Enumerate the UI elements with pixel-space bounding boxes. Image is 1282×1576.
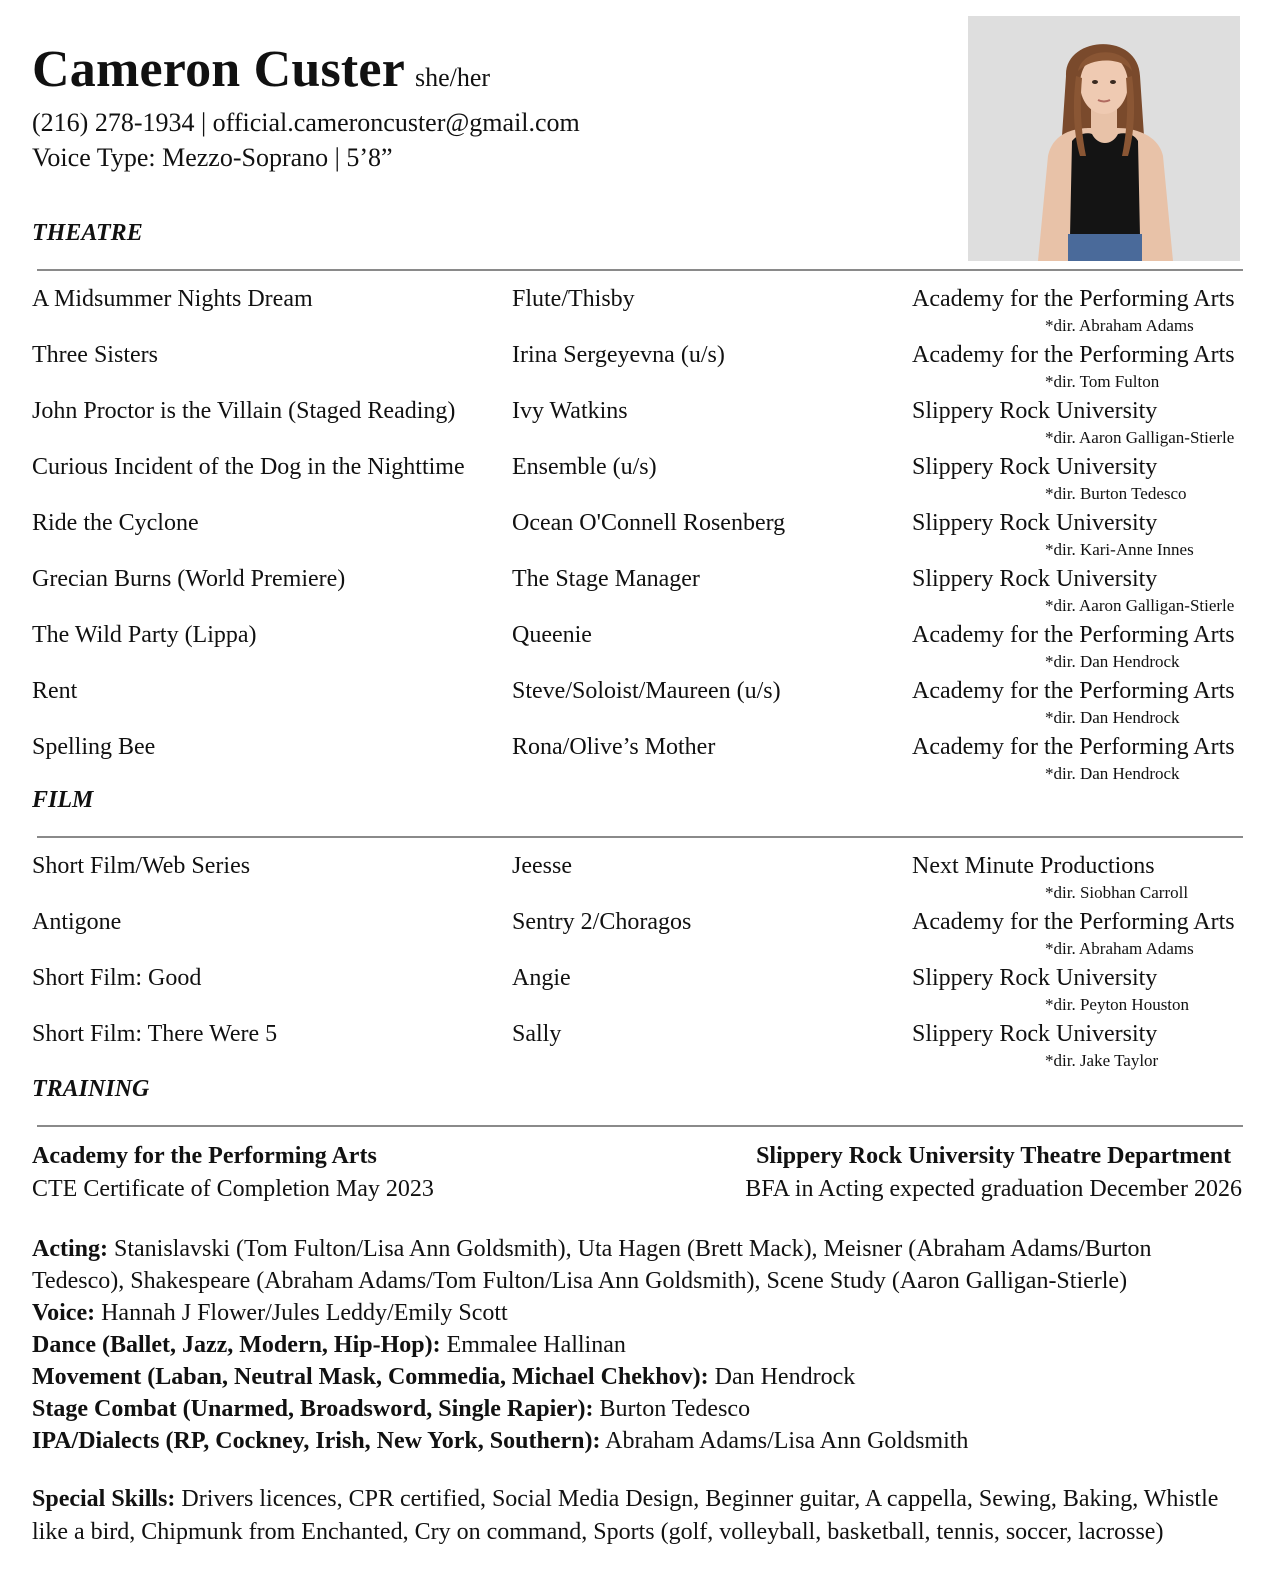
venue-name: Slippery Rock University — [912, 510, 1158, 536]
venue-name: Academy for the Performing Arts — [912, 286, 1235, 312]
director-credit: *dir. Dan Hendrock — [1045, 652, 1180, 671]
voice-type-height: Voice Type: Mezzo-Soprano | 5’8” — [32, 143, 393, 172]
credit-row — [0, 965, 1282, 1021]
venue-name: Slippery Rock University — [912, 398, 1158, 424]
credit-row — [0, 678, 1282, 734]
venue-name: Slippery Rock University — [912, 965, 1158, 991]
role-name: Angie — [512, 965, 571, 991]
credit-row — [0, 286, 1282, 342]
special-skills-label: Special Skills: — [32, 1486, 176, 1512]
director-credit: *dir. Siobhan Carroll — [1045, 883, 1189, 902]
director-credit: *dir. Jake Taylor — [1045, 1051, 1159, 1070]
role-name: The Stage Manager — [512, 566, 700, 592]
credit-row — [0, 853, 1282, 909]
skill-label: Movement (Laban, Neutral Mask, Commedia, Michael Chekhov): — [32, 1364, 709, 1390]
theatre-heading: THEATRE — [32, 220, 143, 246]
director-credit: *dir. Kari-Anne Innes — [1045, 540, 1194, 559]
training-heading: TRAINING — [32, 1076, 150, 1102]
show-title: John Proctor is the Villain (Staged Reading) — [32, 398, 456, 424]
skill-label: IPA/Dialects (RP, Cockney, Irish, New York, Southern): — [32, 1428, 601, 1454]
headshot-photo — [968, 16, 1240, 261]
skill-line — [32, 1361, 1247, 1393]
school-name: Academy for the Performing Arts — [32, 1143, 377, 1169]
role-name: Sentry 2/Choragos — [512, 909, 692, 935]
role-name: Ivy Watkins — [512, 398, 628, 424]
role-name: Jeesse — [512, 853, 572, 879]
training-school-left — [32, 1140, 434, 1206]
show-title: Short Film: There Were 5 — [32, 1021, 278, 1047]
show-title: Short Film: Good — [32, 965, 202, 991]
show-title: Grecian Burns (World Premiere) — [32, 566, 346, 592]
venue-name: Academy for the Performing Arts — [912, 909, 1235, 935]
venue-name: Academy for the Performing Arts — [912, 342, 1235, 368]
show-title: A Midsummer Nights Dream — [32, 286, 313, 312]
credit-row — [0, 342, 1282, 398]
director-credit: *dir. Abraham Adams — [1045, 939, 1194, 958]
actor-name: Cameron Custer — [32, 41, 405, 98]
venue-name: Slippery Rock University — [912, 454, 1158, 480]
pronouns: she/her — [415, 63, 491, 92]
show-title: Curious Incident of the Dog in the Nighttime — [32, 454, 465, 480]
role-name: Flute/Thisby — [512, 286, 635, 312]
theatre-divider — [37, 269, 1243, 271]
venue-name: Next Minute Productions — [912, 853, 1155, 879]
credit-row — [0, 909, 1282, 965]
show-title: Short Film/Web Series — [32, 853, 251, 879]
skill-teachers: Abraham Adams/Lisa Ann Goldsmith — [600, 1428, 969, 1454]
skill-label: Dance (Ballet, Jazz, Modern, Hip-Hop): — [32, 1332, 441, 1358]
skill-line — [32, 1297, 1247, 1329]
skill-line — [32, 1425, 1247, 1457]
show-title: Ride the Cyclone — [32, 510, 199, 536]
role-name: Sally — [512, 1021, 562, 1047]
training-divider — [37, 1125, 1243, 1127]
show-title: Rent — [32, 678, 78, 704]
venue-name: Slippery Rock University — [912, 566, 1158, 592]
headshot-illustration — [968, 16, 1240, 261]
role-name: Ocean O'Connell Rosenberg — [512, 510, 786, 536]
role-name: Rona/Olive’s Mother — [512, 734, 716, 760]
director-credit: *dir. Aaron Galligan-Stierle — [1045, 596, 1235, 615]
credit-row — [0, 398, 1282, 454]
show-title: Antigone — [32, 909, 122, 935]
skill-teachers: Hannah J Flower/Jules Leddy/Emily Scott — [95, 1300, 508, 1326]
role-name: Steve/Soloist/Maureen (u/s) — [512, 678, 781, 704]
school-name: Slippery Rock University Theatre Department — [756, 1143, 1232, 1169]
skill-label: Acting: — [32, 1236, 108, 1262]
credit-row — [0, 566, 1282, 622]
training-skills — [32, 1233, 1247, 1457]
director-credit: *dir. Dan Hendrock — [1045, 708, 1180, 727]
credit-row — [0, 454, 1282, 510]
credit-row — [0, 622, 1282, 678]
skill-teachers: Dan Hendrock — [708, 1364, 856, 1390]
credit-row — [0, 510, 1282, 566]
director-credit: *dir. Tom Fulton — [1045, 372, 1160, 391]
venue-name: Academy for the Performing Arts — [912, 734, 1235, 760]
special-skills — [32, 1483, 1247, 1549]
credit-row — [0, 734, 1282, 790]
skill-teachers: Stanislavski (Tom Fulton/Lisa Ann Goldsmith), Uta Hagen (Brett Mack), Meisner (Abraham Adams/Burton Tedesco), Shakespeare (Abraham Adams/Tom Fulton/Lisa Ann Goldsmith), Scene Study (Aaron Galligan-Stierle) — [32, 1236, 1152, 1294]
school-detail: BFA in Acting expected graduation December 2026 — [745, 1176, 1242, 1202]
film-credits — [0, 853, 1282, 1077]
director-credit: *dir. Burton Tedesco — [1045, 484, 1187, 503]
training-school-right — [745, 1140, 1242, 1206]
header — [32, 40, 490, 99]
show-title: The Wild Party (Lippa) — [32, 622, 257, 648]
show-title: Spelling Bee — [32, 734, 156, 760]
role-name: Queenie — [512, 622, 592, 648]
credit-row — [0, 1021, 1282, 1077]
role-name: Irina Sergeyevna (u/s) — [512, 342, 725, 368]
venue-name: Slippery Rock University — [912, 1021, 1158, 1047]
director-credit: *dir. Aaron Galligan-Stierle — [1045, 428, 1235, 447]
skill-teachers: Emmalee Hallinan — [440, 1332, 626, 1358]
film-heading: FILM — [32, 787, 94, 813]
special-skills-text: Drivers licences, CPR certified, Social Media Design, Beginner guitar, A cappella, Sewing, Baking, Whistle like a bird, Chipmunk from Enchanted, Cry on command, Sports (golf, volleyball, basketball, tennis, soccer, lacrosse) — [32, 1486, 1219, 1545]
skill-label: Stage Combat (Unarmed, Broadsword, Single Rapier): — [32, 1396, 594, 1422]
school-detail: CTE Certificate of Completion May 2023 — [32, 1176, 434, 1202]
theatre-credits — [0, 286, 1282, 790]
show-title: Three Sisters — [32, 342, 158, 368]
director-credit: *dir. Dan Hendrock — [1045, 764, 1180, 783]
skill-teachers: Burton Tedesco — [593, 1396, 751, 1422]
skill-label: Voice: — [32, 1300, 96, 1326]
role-name: Ensemble (u/s) — [512, 454, 657, 480]
skill-line — [32, 1233, 1247, 1297]
contact-info: (216) 278-1934 | official.cameroncuster@gmail.com — [32, 108, 580, 137]
skill-line — [32, 1393, 1247, 1425]
film-divider — [37, 836, 1243, 838]
director-credit: *dir. Peyton Houston — [1045, 995, 1190, 1014]
venue-name: Academy for the Performing Arts — [912, 622, 1235, 648]
skill-line — [32, 1329, 1247, 1361]
venue-name: Academy for the Performing Arts — [912, 678, 1235, 704]
director-credit: *dir. Abraham Adams — [1045, 316, 1194, 335]
